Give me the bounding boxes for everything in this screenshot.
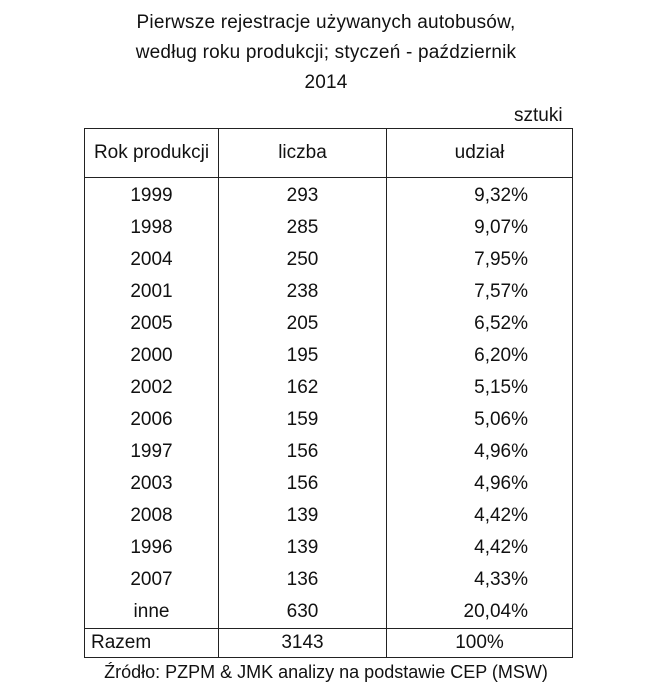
cell-count: 156 [219,468,387,500]
cell-year: inne [85,596,219,629]
table-row [85,404,573,436]
cell-year: 2005 [85,308,219,340]
cell-year: 2008 [85,500,219,532]
total-count: 3143 [219,629,387,658]
cell-share: 5,06% [387,404,573,436]
cell-count: 630 [219,596,387,629]
table-row [85,468,573,500]
cell-share: 9,07% [387,212,573,244]
cell-count: 250 [219,244,387,276]
table-row [85,596,573,629]
table-row [85,532,573,564]
total-label: Razem [85,629,219,658]
title-line-1: Pierwsze rejestracje używanych autobusów, [136,12,516,33]
table-row [85,276,573,308]
cell-share: 7,95% [387,244,573,276]
cell-share: 4,33% [387,564,573,596]
cell-year: 1999 [85,178,219,213]
cell-count: 159 [219,404,387,436]
header-share: udział [387,129,573,178]
cell-share: 4,96% [387,468,573,500]
total-row [85,629,573,658]
cell-year: 1996 [85,532,219,564]
table-row [85,178,573,213]
cell-share: 4,42% [387,500,573,532]
cell-count: 156 [219,436,387,468]
cell-share: 4,42% [387,532,573,564]
total-share: 100% [387,629,573,658]
cell-year: 2007 [85,564,219,596]
source-note: Źródło: PZPM & JMK analizy na podstawie CEP (MSW) [104,662,548,682]
header-row [85,129,573,178]
table-row [85,372,573,404]
table-body [85,178,573,629]
cell-count: 293 [219,178,387,213]
cell-count: 139 [219,532,387,564]
title-line-3: 2014 [304,72,348,93]
cell-share: 5,15% [387,372,573,404]
cell-count: 285 [219,212,387,244]
cell-year: 2000 [85,340,219,372]
cell-share: 9,32% [387,178,573,213]
cell-count: 205 [219,308,387,340]
cell-share: 4,96% [387,436,573,468]
header-count: liczba [219,129,387,178]
cell-count: 162 [219,372,387,404]
cell-year: 2006 [85,404,219,436]
cell-year: 1997 [85,436,219,468]
cell-count: 195 [219,340,387,372]
table-title [0,8,652,98]
cell-year: 2004 [85,244,219,276]
table-row [85,212,573,244]
title-line-2: według roku produkcji; styczeń - październik [135,42,517,63]
cell-year: 2001 [85,276,219,308]
cell-share: 20,04% [387,596,573,629]
cell-share: 6,52% [387,308,573,340]
header-year: Rok produkcji [85,129,219,178]
cell-share: 7,57% [387,276,573,308]
registrations-table [84,128,573,658]
table-row [85,340,573,372]
cell-count: 139 [219,500,387,532]
table-row [85,308,573,340]
cell-share: 6,20% [387,340,573,372]
cell-count: 238 [219,276,387,308]
unit-label: sztuki [514,105,563,126]
table-row [85,436,573,468]
table-row [85,244,573,276]
cell-year: 2003 [85,468,219,500]
cell-year: 1998 [85,212,219,244]
table-row [85,500,573,532]
table-row [85,564,573,596]
cell-year: 2002 [85,372,219,404]
cell-count: 136 [219,564,387,596]
